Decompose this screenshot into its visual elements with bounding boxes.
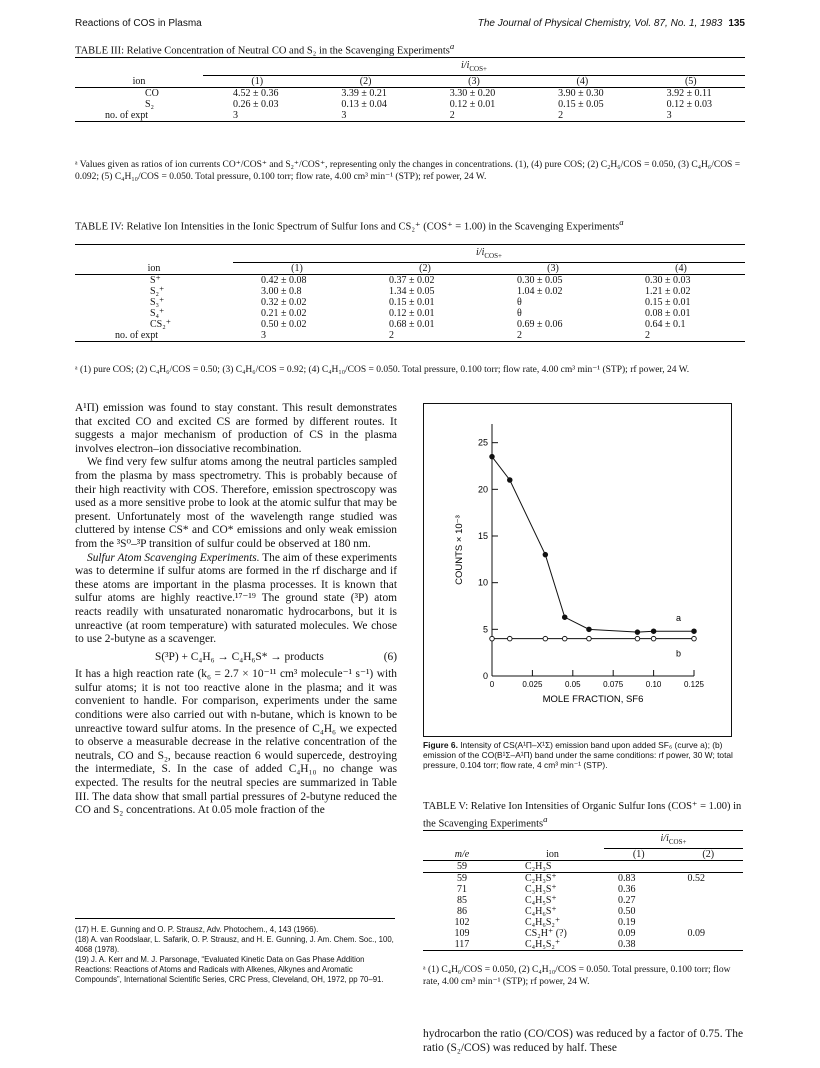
data-point-a [635, 630, 640, 635]
table3-caption: TABLE III: Relative Concentration of Neutral CO and S₂ in the Scavenging Experiments$^a$ [75, 41, 455, 57]
x-tick-label: 0.10 [645, 680, 662, 689]
table-row: CO 4.52 ± 0.36 3.39 ± 0.21 3.30 ± 0.20 3.90 ± 0.30 3.92 ± 0.11 [145, 88, 712, 99]
table4-header: (4) [617, 263, 745, 275]
x-tick-label: 0.125 [683, 680, 705, 689]
references [75, 918, 395, 985]
data-point-a [507, 478, 512, 483]
table4-header: (2) [361, 263, 489, 275]
paragraph: A¹Π) emission was found to stay constant. This result demonstrates that excited CO and excited CS are formed by different routes. It suggests a major mechanism of production of CS in the plasma involves electron–ion dissociative recombination. [75, 402, 397, 455]
table3-header: (5) [637, 76, 745, 88]
table5-header: ion [546, 848, 559, 860]
data-point-a [587, 627, 592, 632]
table-row: S₂ 0.26 ± 0.03 0.13 ± 0.04 0.12 ± 0.01 0.15 ± 0.05 0.12 ± 0.03 [145, 99, 713, 110]
table-row: S⁺ 0.42 ± 0.08 0.37 ± 0.02 0.30 ± 0.05 0.30 ± 0.03 [150, 275, 691, 286]
table3-header: ion [132, 75, 146, 87]
table3-header: (2) [311, 76, 419, 88]
data-point-a [543, 552, 548, 557]
data-point-b [507, 636, 512, 641]
table3 [75, 57, 745, 122]
reference-item: (19) J. A. Kerr and M. J. Parsonage, “Evaluated Kinetic Data on Gas Phase Addition Reactions: Reactions of Atoms and Radicals with Alkenes, Alkynes and Aromatic Compounds”, International Scientific Series, CRC Press, Cleveland, OH, 1972, pp 70–91. [75, 955, 384, 984]
table3-header: (1) [203, 76, 311, 88]
table3-header: (4) [528, 76, 636, 88]
paragraph: It has a high reaction rate (k₆ = 2.7 × 10⁻¹¹ cm³ molecule⁻¹ s⁻¹) with sulfur atoms; it is not too reactive alone in the plasma; and it was convenient to handle. For comparison, experiments under the same conditions were also carried out with n-butane, which is known to be unreactive toward sulfur atoms. In the presence of C₄H₆ we expected to observe a measurable decrease in the relative concentration of the neutrals, CO and S₂, because reaction 6 would supercede, destroying the intermediate, S. In the case of added C₄H₁₀ no change was expected. The results for the neutral species are summarized in Table III. The data show that small partial pressures of 2-butyne reduced the CO and S₂ concentrations. At 0.05 mole fraction of the [75, 668, 397, 817]
paragraph: Sulfur Atom Scavenging Experiments. The aim of these experiments was to determine if sulfur atoms are formed in the rf discharge and if these atoms are important in the plasma processes. It is known that sulfur atoms are highly reactive.¹⁷⁻¹⁹ The ground state (³P) atom reacts readily with unsaturated nonaromatic hydrocarbons, but it is unreactive (at room temperature) with saturated molecules. We chose to use 2-butyne as a scavenger. [75, 551, 397, 646]
data-point-b [587, 636, 592, 641]
x-axis-label: MOLE FRACTION, SF6 [542, 694, 644, 705]
table-row: S₄⁺ 0.21 ± 0.02 0.12 ± 0.01 θ 0.08 ± 0.01 [150, 308, 691, 319]
table3-footnote: ᵃ Values given as ratios of ion currents CO⁺/COS⁺ and S₂⁺/COS⁺, representing only the changes in concentrations. (1), (4) pure COS; (2) C₂H₆/COS = 0.050, (3) C₄H₆/COS = 0.092; (5) C₄H₁₀/COS = 0.050. Total pressure, 0.100 torr; flow rate, 4.00 cm³ min⁻¹ (STP); ref power, 24 W. [75, 160, 741, 182]
table3-header: (3) [420, 76, 528, 88]
table-row: no. of expt 3 2 2 2 [75, 330, 745, 342]
body-left-column [75, 402, 397, 818]
table-row: 86 C₄H₆S⁺ 0.50 [457, 906, 636, 917]
y-tick-label: 10 [477, 577, 488, 588]
table-row: 117 C₄H₅S₂⁺ 0.38 [423, 939, 743, 951]
table-row: 85 C₄H₅S⁺ 0.27 [457, 895, 636, 906]
table5-header: (1) [604, 849, 674, 861]
table3-spanner: $i/i_{COS+}$ [461, 60, 487, 73]
table4-header: ion [147, 262, 161, 274]
table4 [75, 244, 745, 342]
running-header [75, 18, 745, 34]
data-point-b [490, 636, 495, 641]
table4-spanner: $i/i_{COS+}$ [476, 247, 502, 260]
y-tick-label: 15 [477, 531, 488, 541]
reference-item: (17) H. E. Gunning and O. P. Strausz, Adv. Photochem., 4, 143 (1966). [75, 925, 319, 934]
figure-6-caption: Figure 6. Intensity of CS(A¹Π–X¹Σ) emission band upon added SF₆ (curve a); (b) emission of the CO(B¹Σ–A¹Π) band under the same conditions: rf power, 30 W; total pressure, 0.104 torr; flow rate, 4 cm³ min⁻¹ (STP). [423, 740, 733, 771]
y-tick-label: 20 [477, 484, 488, 495]
table-row: 59 C₂H₃S [457, 861, 552, 872]
table5 [423, 830, 743, 951]
data-point-a [651, 629, 656, 634]
y-axis-label: COUNTS × 10⁻³ [454, 515, 465, 585]
figure-6-chart [424, 404, 731, 736]
x-tick-label: 0.05 [565, 680, 581, 689]
table5-caption: TABLE V: Relative Ion Intensities of Organic Sulfur Ions (COS⁺ = 1.00) in the Scavenging Experiments$^a$ [423, 801, 742, 830]
table-row: S₂⁺ 3.00 ± 0.8 1.34 ± 0.05 1.04 ± 0.02 1.21 ± 0.02 [150, 286, 691, 297]
data-point-a [562, 615, 567, 620]
data-point-a [490, 454, 495, 459]
series-line-a [492, 457, 694, 632]
table5-header: m/e [454, 848, 470, 860]
table5-footnote: ᵃ (1) C₄H₆/COS = 0.050, (2) C₄H₁₀/COS = 0.050. Total pressure, 0.100 torr; flow rate, 4.00 cm³ min⁻¹ (STP); rf power, 24 W. [423, 965, 731, 987]
reference-item: (18) A. van Roodslaar, L. Safarik, O. P. Strausz, and H. E. Gunning, J. Am. Chem. Soc., 100, 4068 (1978). [75, 935, 394, 954]
x-tick-label: 0.025 [522, 680, 543, 689]
table4-footnote: ᵃ (1) pure COS; (2) C₄H₆/COS = 0.50; (3) C₄H₆/COS = 0.92; (4) C₄H₁₀/COS = 0.050. Total pressure, 0.100 torr; flow rate, 4.00 cm³ min⁻¹ (STP); rf power, 24 W. [75, 365, 690, 375]
x-tick-label: 0 [489, 680, 495, 689]
series-label-a: a [676, 613, 682, 624]
page-number: 135 [728, 18, 745, 29]
table4-header: (1) [233, 263, 361, 275]
data-point-b [692, 636, 697, 641]
running-title: Reactions of COS in Plasma [75, 18, 202, 29]
data-point-b [635, 636, 640, 641]
table-row: 59 C₂H₃S⁺ 0.83 0.52 [423, 873, 743, 885]
x-tick-label: 0.075 [603, 680, 624, 689]
series-label-b: b [676, 648, 682, 659]
data-point-b [543, 636, 548, 641]
table4-caption: TABLE IV: Relative Ion Intensities in the Ionic Spectrum of Sulfur Ions and CS₂⁺ (COS⁺ = 1.00) in the Scavenging Experiments$^a$ [75, 217, 624, 233]
y-tick-label: 25 [477, 437, 488, 448]
paragraph: We find very few sulfur atoms among the neutral particles sampled from the plasma by mass spectrometry. This is probably because of their high reactivity with COS. Therefore, emission spectroscopy was used as a more sensitive probe to look at the atomic sulfur that may be present. Unfortunately most of the wavelength range studied was cluttered by intense CS* and CO* emissions and only weak emission from the ³S⁰–³P transition of sulfur could be observed at 180 nm. [75, 456, 397, 550]
data-point-b [562, 636, 567, 641]
table-row: CS₂⁺ 0.50 ± 0.02 0.68 ± 0.01 0.69 ± 0.06 0.64 ± 0.1 [150, 319, 686, 330]
table-row: 109 CS₂H⁺ (?) 0.09 0.09 [454, 928, 705, 939]
data-point-b [651, 636, 656, 641]
y-tick-label: 0 [482, 671, 488, 681]
table5-spanner: $i/i_{COS+}$ [660, 833, 687, 846]
equation-6: S(³P) + C₄H₆ → C₄H₆S* → products (6) [155, 650, 397, 663]
paragraph: hydrocarbon the ratio (CO/COS) was reduced by a factor of 0.75. The ratio (S₂/COS) was reduced by half. These [423, 1028, 743, 1054]
data-point-a [692, 629, 697, 634]
table4-header: (3) [489, 263, 617, 275]
table-row: 71 C₃H₃S⁺ 0.36 [457, 884, 636, 895]
y-tick-label: 5 [482, 624, 488, 635]
table-row: S₃⁺ 0.32 ± 0.02 0.15 ± 0.01 θ 0.15 ± 0.01 [150, 297, 691, 308]
table5-header: (2) [674, 849, 744, 861]
figure-6-frame [423, 403, 732, 737]
table-row: 102 C₄H₆S₂⁺ 0.19 [454, 917, 636, 928]
table-row: no. of expt 3 3 2 2 3 [75, 110, 745, 122]
body-right-column [423, 1028, 743, 1055]
journal-citation: The Journal of Physical Chemistry, Vol. 87, No. 1, 1983 135 [477, 18, 745, 29]
